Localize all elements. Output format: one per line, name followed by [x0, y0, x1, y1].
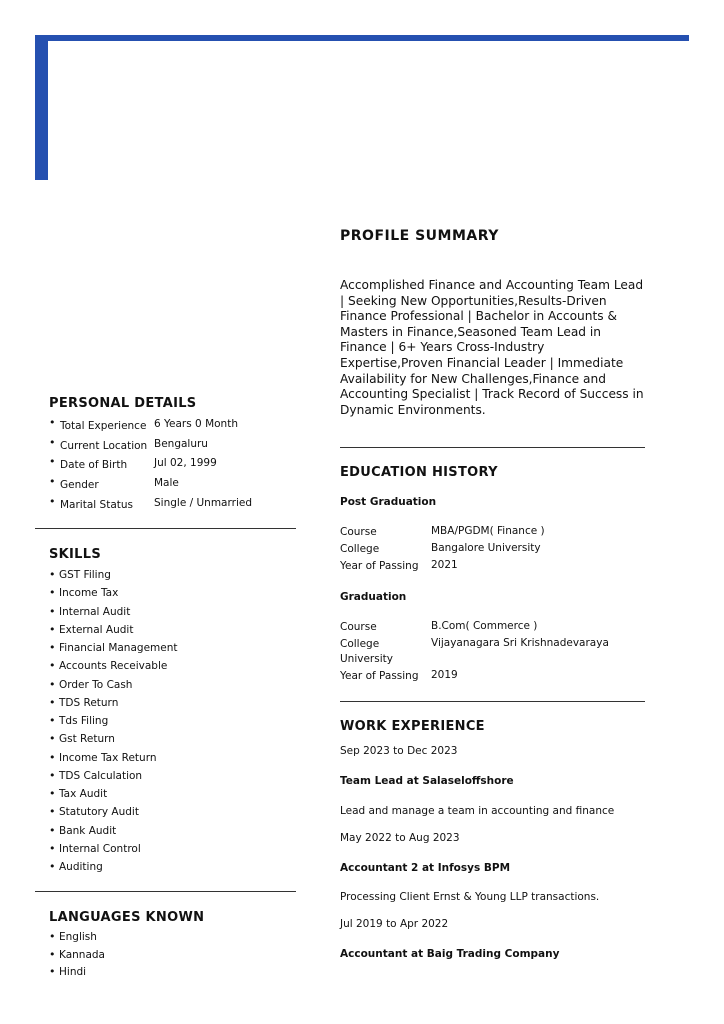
- skill-item: • Order To Cash: [49, 679, 177, 697]
- edu-value: MBA/PGDM( Finance ): [431, 525, 545, 537]
- skill-item: • Gst Return: [49, 733, 177, 751]
- job-role: Accountant 2 at Infosys BPM: [340, 862, 511, 874]
- edu-value: Vijayanagara Sri Krishnadevaraya: [431, 637, 609, 649]
- skill-item: • Bank Audit: [49, 825, 177, 843]
- skill-item: • Financial Management: [49, 642, 177, 660]
- detail-label: Current Location: [60, 439, 148, 452]
- job-role: Team Lead at Salaseloffshore: [340, 775, 514, 787]
- detail-label: Date of Birth: [60, 459, 128, 472]
- accent-bar-top: [35, 35, 689, 41]
- detail-label: Marital Status: [60, 498, 133, 511]
- detail-label: Gender: [60, 479, 99, 492]
- edu-value: 2021: [431, 559, 458, 571]
- detail-value: Bengaluru: [154, 437, 208, 450]
- profile-summary-text: Accomplished Finance and Accounting Team Lead | Seeking New Opportunities,Results-Driven Finance Professional | Bachelor in Accounts & Masters in Finance,Seasoned Team Lead in Finance | 6+ Years Cross-Industry Expertise,Proven Financial Leader | Immediate Availability for New Challenges,Finance and Accounting Specialist | Track Record of Success in Dynamic Environments.: [340, 278, 644, 417]
- skill-item: • External Audit: [49, 624, 177, 642]
- skill-item: • Income Tax: [49, 587, 177, 605]
- job-dates: Sep 2023 to Dec 2023: [340, 745, 458, 757]
- edu-label: Course: [340, 621, 377, 633]
- skill-item: • Accounts Receivable: [49, 660, 177, 678]
- personal-details-heading: PERSONAL DETAILS: [49, 396, 197, 411]
- edu-label: Year of Passing: [340, 670, 419, 682]
- edu-label: Year of Passing: [340, 560, 419, 572]
- detail-value: Male: [154, 477, 179, 490]
- languages-heading: LANGUAGES KNOWN: [49, 910, 205, 925]
- skill-item: • Statutory Audit: [49, 806, 177, 824]
- job-description: Processing Client Ernst & Young LLP transactions.: [340, 891, 600, 903]
- skill-item: • Tds Filing: [49, 715, 177, 733]
- edu-label: College: [340, 543, 380, 555]
- languages-list: [49, 931, 105, 984]
- education-heading: EDUCATION HISTORY: [340, 465, 498, 480]
- language-item: • English: [49, 931, 105, 949]
- language-item: • Kannada: [49, 949, 105, 967]
- divider: [340, 447, 645, 448]
- skill-item: • Internal Control: [49, 843, 177, 861]
- divider: [35, 891, 296, 892]
- job-dates: Jul 2019 to Apr 2022: [340, 918, 449, 930]
- skill-item: • Income Tax Return: [49, 752, 177, 770]
- edu-label: College University: [340, 638, 393, 665]
- detail-value: 6 Years 0 Month: [154, 418, 238, 430]
- detail-value: Single / Unmarried: [154, 496, 252, 509]
- skill-item: • Tax Audit: [49, 788, 177, 806]
- skill-item: • GST Filing: [49, 569, 177, 587]
- job-role: Accountant at Baig Trading Company: [340, 948, 560, 960]
- job-dates: May 2022 to Aug 2023: [340, 832, 460, 844]
- skill-item: • Auditing: [49, 861, 177, 879]
- skill-item: • TDS Calculation: [49, 770, 177, 788]
- divider: [340, 701, 645, 702]
- job-description: Lead and manage a team in accounting and finance: [340, 805, 615, 817]
- edu-value: 2019: [431, 669, 458, 681]
- language-item: • Hindi: [49, 966, 105, 984]
- skill-item: • TDS Return: [49, 697, 177, 715]
- skills-heading: SKILLS: [49, 547, 102, 562]
- edu-label: Course: [340, 526, 377, 538]
- skills-list: [49, 569, 177, 879]
- graduation-title: Graduation: [340, 591, 407, 603]
- detail-label: Total Experience: [60, 420, 147, 432]
- accent-bar-left: [35, 35, 48, 180]
- skill-item: • Internal Audit: [49, 606, 177, 624]
- detail-value: Jul 02, 1999: [154, 457, 217, 470]
- work-experience-heading: WORK EXPERIENCE: [340, 719, 485, 734]
- edu-value: B.Com( Commerce ): [431, 620, 538, 632]
- post-graduation-title: Post Graduation: [340, 496, 437, 508]
- edu-value: Bangalore University: [431, 542, 541, 554]
- profile-summary-heading: PROFILE SUMMARY: [340, 228, 499, 244]
- divider: [35, 528, 296, 529]
